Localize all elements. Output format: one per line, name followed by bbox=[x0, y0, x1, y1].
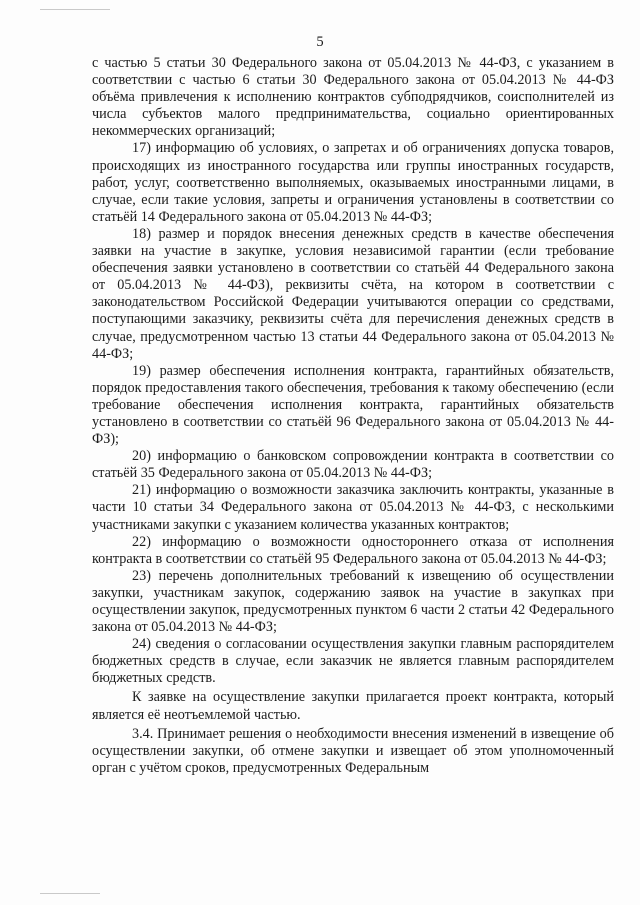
paragraph-17: 17) информацию об условиях, о запретах и об ограничениях допуска товаров, происходящих из иностранного государства или группы иностранных государств, работ, услуг, соответственно выполняемых, оказываемых иностранными лицами, в случае, если такие условия, запреты и ограничения установлены в соответствии со статьёй 14 Федерального закона от 05.04.2013 № 44-ФЗ; bbox=[92, 140, 614, 225]
document-body bbox=[92, 55, 614, 777]
paragraph-18: 18) размер и порядок внесения денежных средств в качестве обеспечения заявки на участие в закупке, условия независимой гарантии (если требование обеспечения заявки установлено в соответствии со статьёй 44 Федерального закона от 05.04.2013 № 44-ФЗ), реквизиты счёта, на котором в соответствии с законодательством Российской Федерации учитываются операции со средствами, поступающими заказчику, реквизиты счёта для перечисления денежных средств в случае, предусмотренном частью 13 статьи 44 Федерального закона от 05.04.2013 № 44-ФЗ; bbox=[92, 225, 614, 362]
page-number: 5 bbox=[316, 34, 324, 50]
scan-artifact bbox=[40, 893, 100, 894]
paragraph-24: 24) сведения о согласовании осуществления закупки главным распорядителем бюджетных средств в случае, если заказчик не является главным распорядителем бюджетных средств. bbox=[92, 636, 614, 687]
paragraph-16-continued: с частью 5 статьи 30 Федерального закона от 05.04.2013 № 44-ФЗ, с указанием в соответствии с частью 6 статьи 30 Федерального закона от 05.04.2013 № 44-ФЗ объёма привлечения к исполнению контрактов субподрядчиков, соисполнителей из числа субъектов малого предпринимательства, социально ориентированных некоммерческих организаций; bbox=[92, 55, 614, 140]
paragraph-22: 22) информацию о возможности одностороннего отказа от исполнения контракта в соответствии со статьёй 95 Федерального закона от 05.04.2013 № 44-ФЗ; bbox=[92, 533, 614, 567]
paragraph-23: 23) перечень дополнительных требований к извещению об осуществлении закупки, участникам закупок, содержанию заявок на участие в закупках при осуществлении закупок, предусмотренных пунктом 6 части 2 статьи 42 Федерального закона от 05.04.2013 № 44-ФЗ; bbox=[92, 567, 614, 636]
paragraph-21: 21) информацию о возможности заказчика заключить контракты, указанные в части 10 статьи 34 Федерального закона от 05.04.2013 № 44-ФЗ, с несколькими участниками закупки с указанием количества указанных контрактов; bbox=[92, 482, 614, 533]
paragraph-19: 19) размер обеспечения исполнения контракта, гарантийных обязательств, порядок предоставления такого обеспечения, требования к такому обеспечению (если требование обеспечения исполнения контракта, гарантийных обязательств установлено в соответствии со статьёй 96 Федерального закона от 05.04.2013 № 44-ФЗ); bbox=[92, 362, 614, 448]
scan-artifact bbox=[40, 9, 110, 10]
paragraph-contract-attachment: К заявке на осуществление закупки прилагается проект контракта, который является её неотъемлемой частью. bbox=[92, 689, 614, 723]
paragraph-3-4: 3.4. Принимает решения о необходимости внесения изменений в извещение об осуществлении закупки, об отмене закупки и извещает об этом уполномоченный орган с учётом сроков, предусмотренных Федеральным bbox=[92, 725, 614, 776]
paragraph-20: 20) информацию о банковском сопровождении контракта в соответствии со статьёй 35 Федерального закона от 05.04.2013 № 44-ФЗ; bbox=[92, 448, 614, 482]
